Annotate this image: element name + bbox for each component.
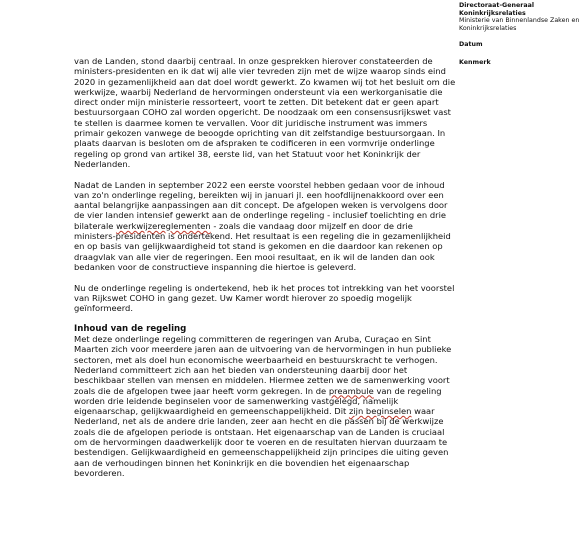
paragraph-4-text-b: van de regeling worden drie leidende beginselen voor de samenwerking vastgelegd, namelijk eigenaarschap, gelijkwaardigheid en gemeenschappelijkheid. Dit [74, 385, 442, 417]
section-heading: Inhoud van de regeling [74, 323, 187, 334]
spellcheck-word: werkwijzereglementen [116, 220, 211, 231]
ministry-name: Ministerie van Binnenlandse Zaken en Koninkrijksrelaties [459, 17, 580, 32]
paragraph-2-text-a: Nadat de Landen in september 2022 een eerste voorstel hebben gedaan voor de inhoud van zo'n onderlinge regeling, bereikten wij in januari jl. een hoofdlijnenakkoord over een aantal belangrijke aanpassingen aan dit concept. De afgelopen weken is vervolgens door de vier landen intensief gewerkt aan de onderlinge regeling - inclusief toelichting en drie bilaterale [74, 179, 448, 231]
paragraph-1: van de Landen, stond daarbij centraal. In onze gesprekken hierover constateerden de ministers-presidenten en ik dat wij alle vier tevreden zijn met de wijze waarop sinds eind 2020 in gezamenlijkheid aan dat doel wordt gewerkt. Zo kwamen wij tot het besluit om die werkwijze, waarbij Nederland de hervormingen ondersteunt via een werkorganisatie die direct onder mijn ministerie ressorteert, voort te zetten. Dit betekent dat er geen apart bestuursorgaan COHO zal worden opgericht. De noodzaak om een consensusrijkswet vast te stellen is daarmee komen te vervallen. Voor dit juridische instrument was immers primair gekozen vanwege de beoogde oprichting van dit zelfstandige bestuursorgaan. In plaats daarvan is besloten om de afspraken te codificeren in een vormvrije onderlinge regeling op grond van artikel 38, eerste lid, van het Statuut voor het Koninkrijk der Nederlanden. [74, 56, 456, 169]
paragraph-2-text-b: - zoals die vandaag door mijzelf en door de drie ministers-presidenten is ondertekend. Het resultaat is een regeling die in gezamenlijkheid en op basis van gelijkwaardigheid tot stand is gekomen en die daardoor kan rekenen op draagvlak van alle vier de regeringen. Een mooi resultaat, en ik wil de landen dan ook bedanken voor de constructieve inspanning die hiertoe is geleverd. [74, 220, 451, 272]
spellcheck-word-beginselen: zijn beginselen [348, 406, 412, 417]
kenmerk-label: Kenmerk [459, 58, 491, 66]
spellcheck-word-preambule: preambule [328, 385, 374, 396]
paragraph-4 [74, 334, 456, 478]
header-sidebar [459, 2, 583, 77]
department-subname: Koninkrijksrelaties [459, 9, 526, 17]
paragraph-4-text-c: waar Nederland, net als de andere drie landen, zeer aan hecht en die passen bij de werkwijze zoals die de afgelopen periode is ontstaan. Het eigenaarschap van de Landen is cruciaal om de hervormingen daadwerkelijk door te voeren en de resultaten hiervan duurzaam te bestendigen. Gelijkwaardigheid en gemeenschappelijkheid zijn principes die uiting geven aan de verhoudingen binnen het Koninkrijk en die bovendien het eigenaarschap bevorderen. [74, 406, 449, 478]
paragraph-4-text-a: Met deze onderlinge regeling committeren de regeringen van Aruba, Curaçao en Sint Maarten zich voor meerdere jaren aan de uitvoering van de hervormingen in hun publieke sectoren, met als doel hun economische weerbaarheid en bestuurskracht te verhogen. Nederland committeert zich aan het bieden van ondersteuning daarbij door het beschikbaar stellen van mensen en middelen. Hiermee zetten we de samenwerking voort zoals die de afgelopen twee jaar heeft vorm gekregen. In de [74, 334, 452, 396]
paragraph-2 [74, 180, 456, 273]
document-body [74, 56, 456, 488]
paragraph-3: Nu de onderlinge regeling is ondertekend, heb ik het proces tot intrekking van het voorstel van Rijkswet COHO in gang gezet. Uw Kamer wordt hierover zo spoedig mogelijk geïnformeerd. [74, 282, 455, 314]
department-name: Directoraat-Generaal [459, 2, 535, 9]
datum-label: Datum [459, 41, 483, 49]
